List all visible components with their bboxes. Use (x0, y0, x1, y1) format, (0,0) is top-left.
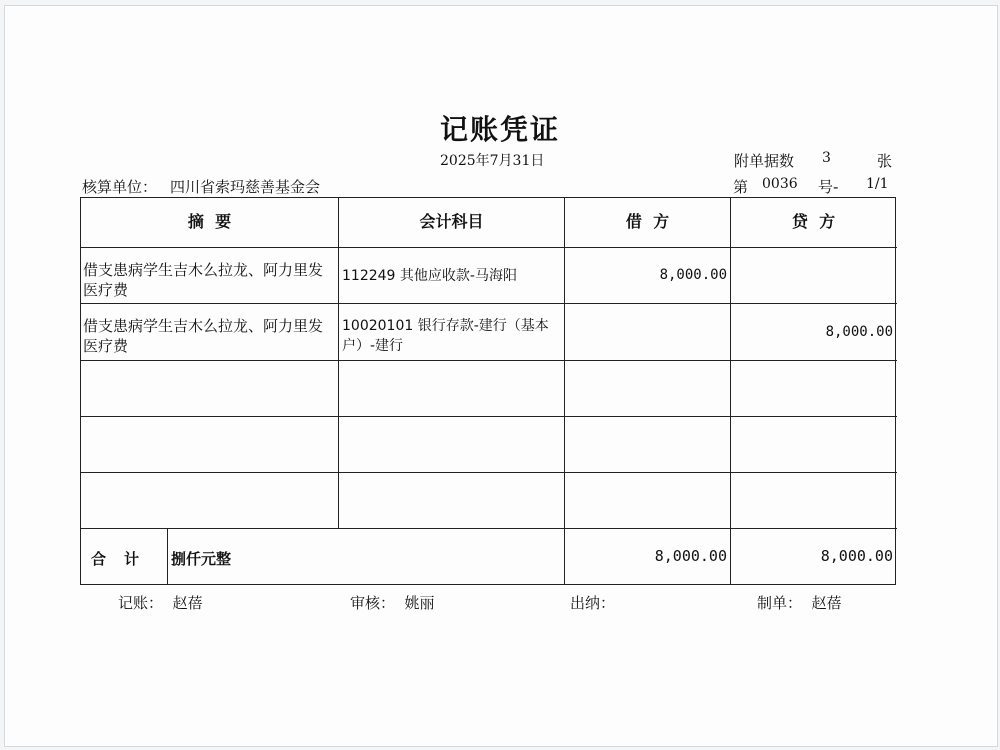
row-account: 112249 其他应收款-马海阳 (342, 268, 517, 284)
attachments-count: 3 (822, 150, 831, 166)
column-divider (730, 198, 731, 585)
attachments-label: 附单据数 (734, 152, 795, 170)
row-credit: 8,000.00 (825, 324, 893, 340)
voucher-date: 2025年7月31日 (440, 153, 545, 169)
cashier-signature: 出纳： (570, 594, 616, 612)
total-credit: 8,000.00 (820, 547, 893, 565)
row-account: 10020101 银行存款-建行（基本户）-建行 (342, 318, 549, 354)
voucher-table (80, 197, 896, 585)
unit-label: 核算单位： (82, 178, 158, 196)
voucher-title: 记账凭证 (439, 113, 560, 146)
voucher-number-suffix: 号- (818, 178, 839, 196)
column-divider (167, 529, 168, 585)
voucher-number: 0036 (762, 176, 798, 192)
total-debit: 8,000.00 (654, 547, 727, 565)
row-summary: 借支患病学生吉木么拉龙、阿力里发医疗费 (83, 261, 324, 299)
header-summary: 摘 要 (187, 212, 232, 231)
row-divider (81, 528, 897, 529)
header-debit: 借 方 (625, 212, 670, 231)
header-account: 会计科目 (419, 212, 484, 231)
header-credit: 贷 方 (791, 212, 836, 231)
bookkeeper-signature: 记账： 赵蓓 (118, 594, 203, 612)
unit-value: 四川省索玛慈善基金会 (170, 178, 321, 196)
total-label: 合计 (90, 550, 157, 568)
row-summary: 借支患病学生吉木么拉龙、阿力里发医疗费 (83, 317, 324, 355)
attachments-unit: 张 (877, 152, 893, 170)
row-debit: 8,000.00 (659, 267, 727, 283)
voucher-page: 1/1 (866, 176, 889, 192)
voucher-number-label: 第 (733, 178, 749, 196)
preparer-signature: 制单： 赵蓓 (757, 594, 842, 612)
reviewer-signature: 审核： 姚丽 (350, 594, 435, 612)
row-summary (83, 417, 337, 430)
row-summary (83, 473, 337, 486)
total-amount-words: 捌仟元整 (171, 550, 232, 568)
row-summary (83, 361, 337, 374)
